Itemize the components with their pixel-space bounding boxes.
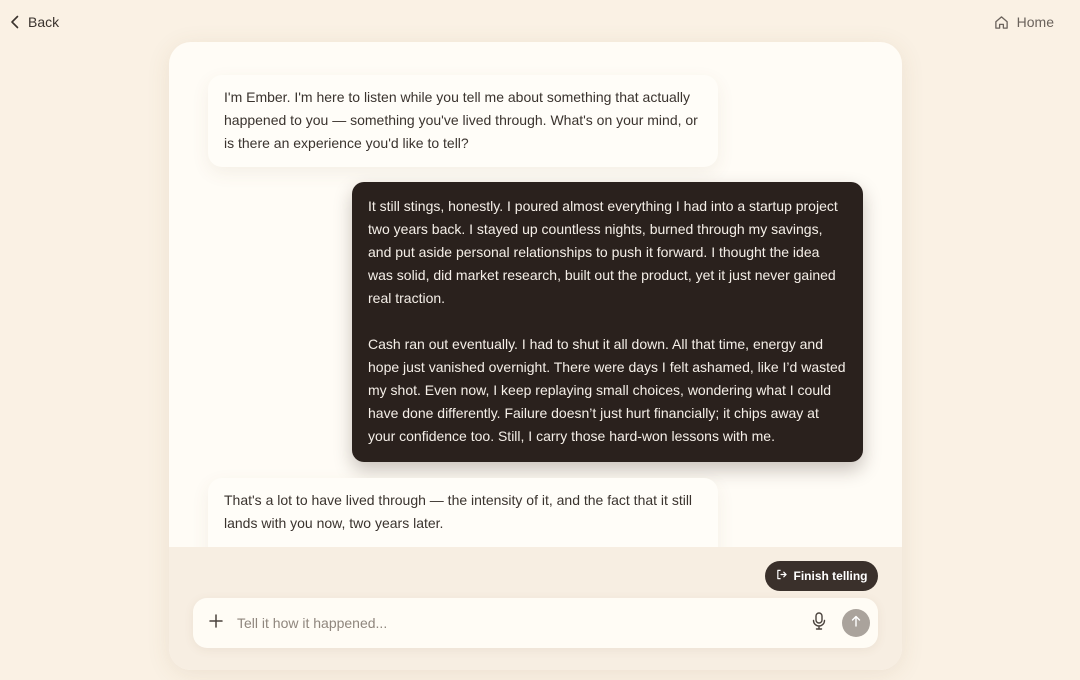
microphone-icon (812, 612, 826, 635)
back-label: Back (28, 14, 60, 30)
plus-icon (209, 614, 223, 633)
chevron-left-icon (10, 15, 20, 29)
exit-icon (776, 569, 787, 583)
home-button[interactable] (994, 14, 1054, 30)
assistant-message: I'm Ember. I'm here to listen while you tell me about something that actually happened to you — something you've lived through. What's on your mind, or is there an experience you'd like to tell? (208, 75, 718, 167)
finish-telling-label: Finish telling (793, 569, 868, 583)
user-message: It still stings, honestly. I poured almost everything I had into a startup project two years back. I stayed up countless nights, burned through my savings, and put aside personal relationships to push it forward. I thought the idea was solid, did market research, built out the product, yet it just never gained real traction. Cash ran out eventually. I had to shut it all down. All that time, energy and hope just vanished overnight. There were days I felt ashamed, like I’d wasted my shot. Even now, I keep replaying small choices, wondering what I could have done differently. Failure doesn’t just hurt financially; it chips away at your confidence too. Still, I carry those hard-won lessons with me. (352, 182, 863, 462)
house-icon (994, 15, 1009, 30)
message-composer (193, 598, 878, 648)
send-button[interactable] (842, 609, 870, 637)
message-input[interactable] (237, 611, 797, 635)
chat-card (169, 42, 902, 670)
home-label: Home (1016, 14, 1054, 30)
back-button[interactable] (10, 14, 59, 30)
arrow-up-icon (851, 614, 861, 632)
assistant-message: That's a lot to have lived through — the intensity of it, and the fact that it still lands with you now, two years later. (208, 478, 718, 547)
message-list[interactable] (169, 42, 902, 547)
add-attachment-button[interactable] (205, 612, 227, 634)
finish-telling-button[interactable] (765, 561, 878, 591)
voice-input-button[interactable] (809, 613, 829, 633)
composer-area (169, 547, 902, 670)
